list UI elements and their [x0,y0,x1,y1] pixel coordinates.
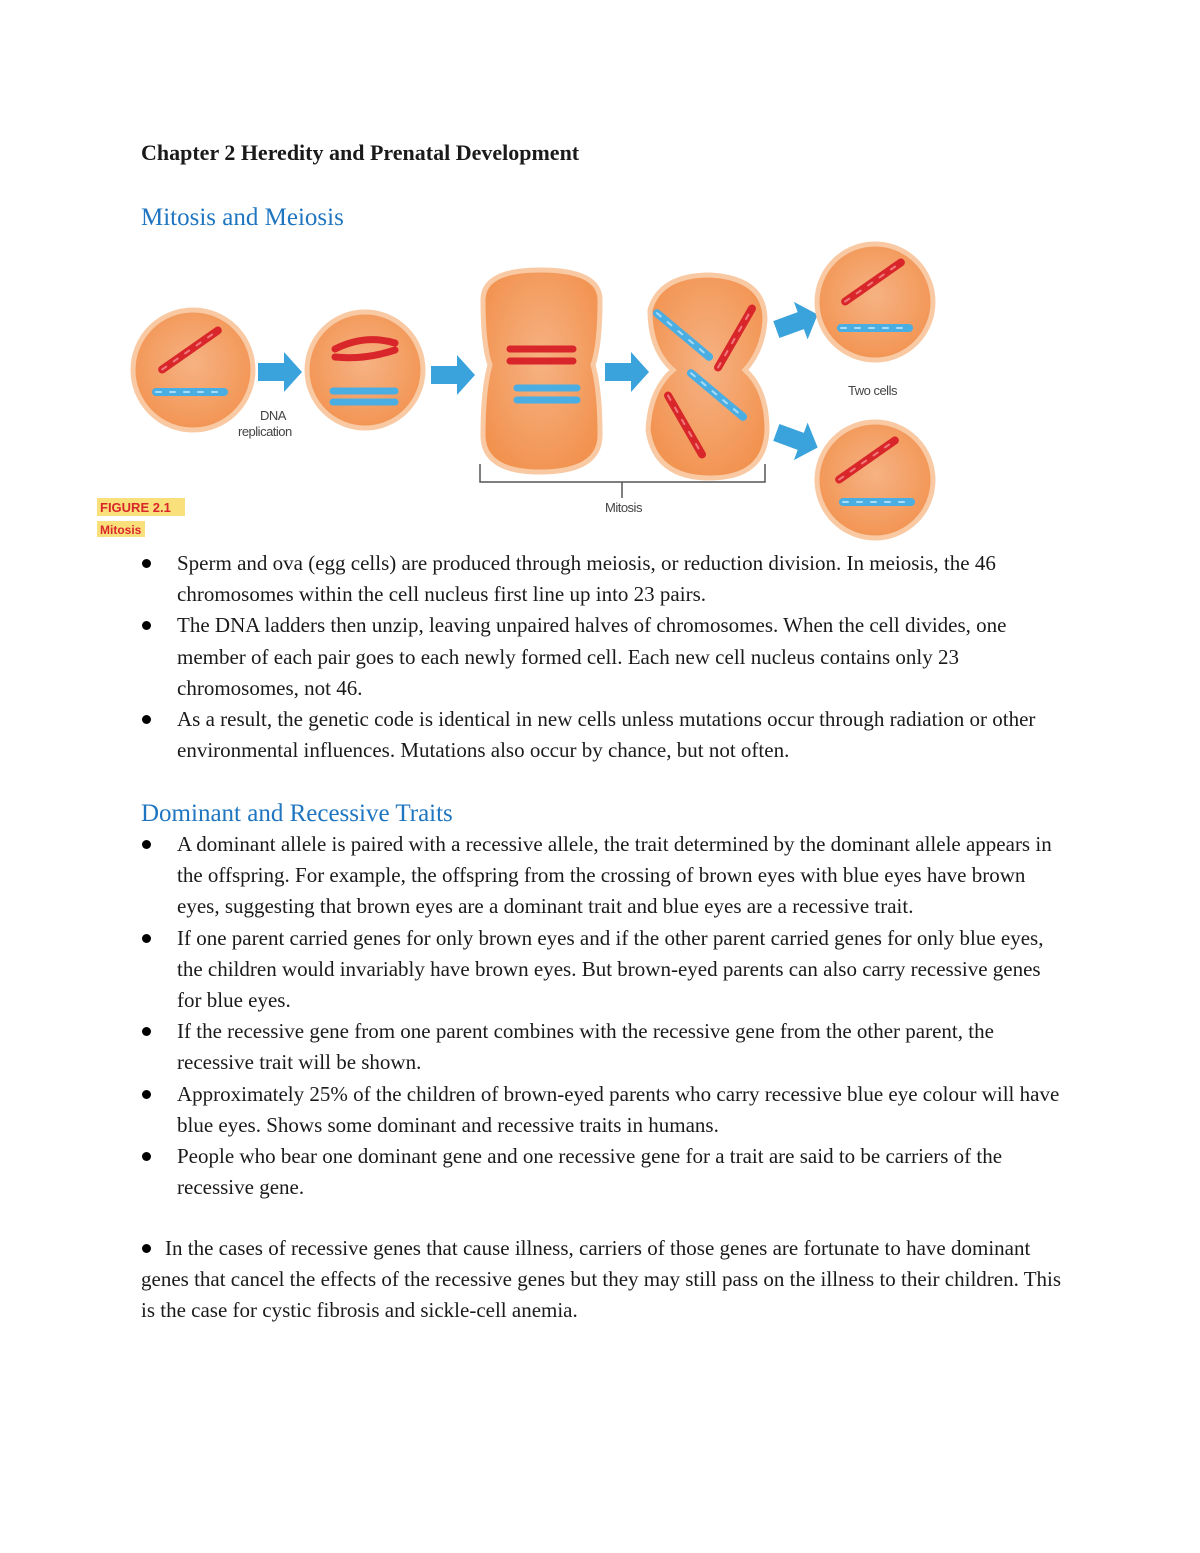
arrow-icon [431,355,475,395]
cell-4 [648,275,767,478]
dna-replication-label [238,408,292,439]
list-item: As a result, the genetic code is identical in new cells unless mutations occur through radiation or other environmental influences. Mutations also occur by chance, but not often. [141,704,1066,766]
list-item: If one parent carried genes for only brown eyes and if the other parent carried genes for only blue eyes, the children would invariably have brown eyes. But brown-eyed parents can also carry recessive genes for blue eyes. [141,923,1066,1017]
list-item: A dominant allele is paired with a recessive allele, the trait determined by the dominant allele appears in the offspring. For example, the offspring from the crossing of brown eyes with blue eyes have brown eyes, suggesting that brown eyes are a dominant trait and blue eyes are a recessive trait. [141,829,1066,923]
arrow-icon [769,414,824,467]
result-cell-bottom [817,422,933,538]
list-item: If the recessive gene from one parent combines with the recessive gene from the other parent, the recessive trait will be shown. [141,1016,1066,1078]
final-paragraph: In the cases of recessive genes that cause illness, carriers of those genes are fortunate to have dominant genes that cancel the effects of the recessive genes but they may still pass on the illness to their children. This is the case for cystic fibrosis and sickle-cell anemia. [141,1236,1062,1323]
result-cell-top [817,244,933,360]
bullet-icon [142,1027,151,1036]
bullet-icon [142,559,151,568]
svg-text:DNA: DNA [260,408,286,423]
chapter-title: Chapter 2 Heredity and Prenatal Development [141,140,580,165]
cell-3 [483,270,600,472]
bullet-icon [142,840,151,849]
mitosis-label: Mitosis [605,500,642,515]
bullet-icon [142,1152,151,1161]
dominant-bullet-list [141,829,1066,1203]
list-item: Approximately 25% of the children of brown-eyed parents who carry recessive blue eye colour will have blue eyes. Shows some dominant and recessive traits in humans. [141,1079,1066,1141]
svg-text:replication: replication [238,424,292,439]
bullet-icon [142,934,151,943]
section-heading-dominant: Dominant and Recessive Traits [141,800,453,827]
figure-label [97,498,185,537]
bullet-icon [142,1244,151,1253]
list-item: People who bear one dominant gene and one recessive gene for a trait are said to be carriers of the recessive gene. [141,1141,1066,1203]
cell-2 [307,312,423,428]
bullet-icon [142,1090,151,1099]
mitosis-bullet-list [141,548,1066,766]
svg-text:FIGURE 2.1: FIGURE 2.1 [100,500,171,515]
svg-text:Mitosis: Mitosis [100,523,142,537]
arrow-icon [605,352,649,392]
bullet-icon [142,621,151,630]
mitosis-figure [95,240,955,545]
two-cells-label: Two cells [848,383,897,398]
section-heading-mitosis: Mitosis and Meiosis [141,204,344,231]
list-item: Sperm and ova (egg cells) are produced through meiosis, or reduction division. In meiosis, the 46 chromosomes within the cell nucleus first line up into 23 pairs. [141,548,1066,610]
cell-1 [133,310,253,430]
list-item: The DNA ladders then unzip, leaving unpaired halves of chromosomes. When the cell divides, one member of each pair goes to each newly formed cell. Each new cell nucleus contains only 23 chromosomes, not 46. [141,610,1066,704]
arrow-icon [258,352,302,392]
bullet-icon [142,715,151,724]
